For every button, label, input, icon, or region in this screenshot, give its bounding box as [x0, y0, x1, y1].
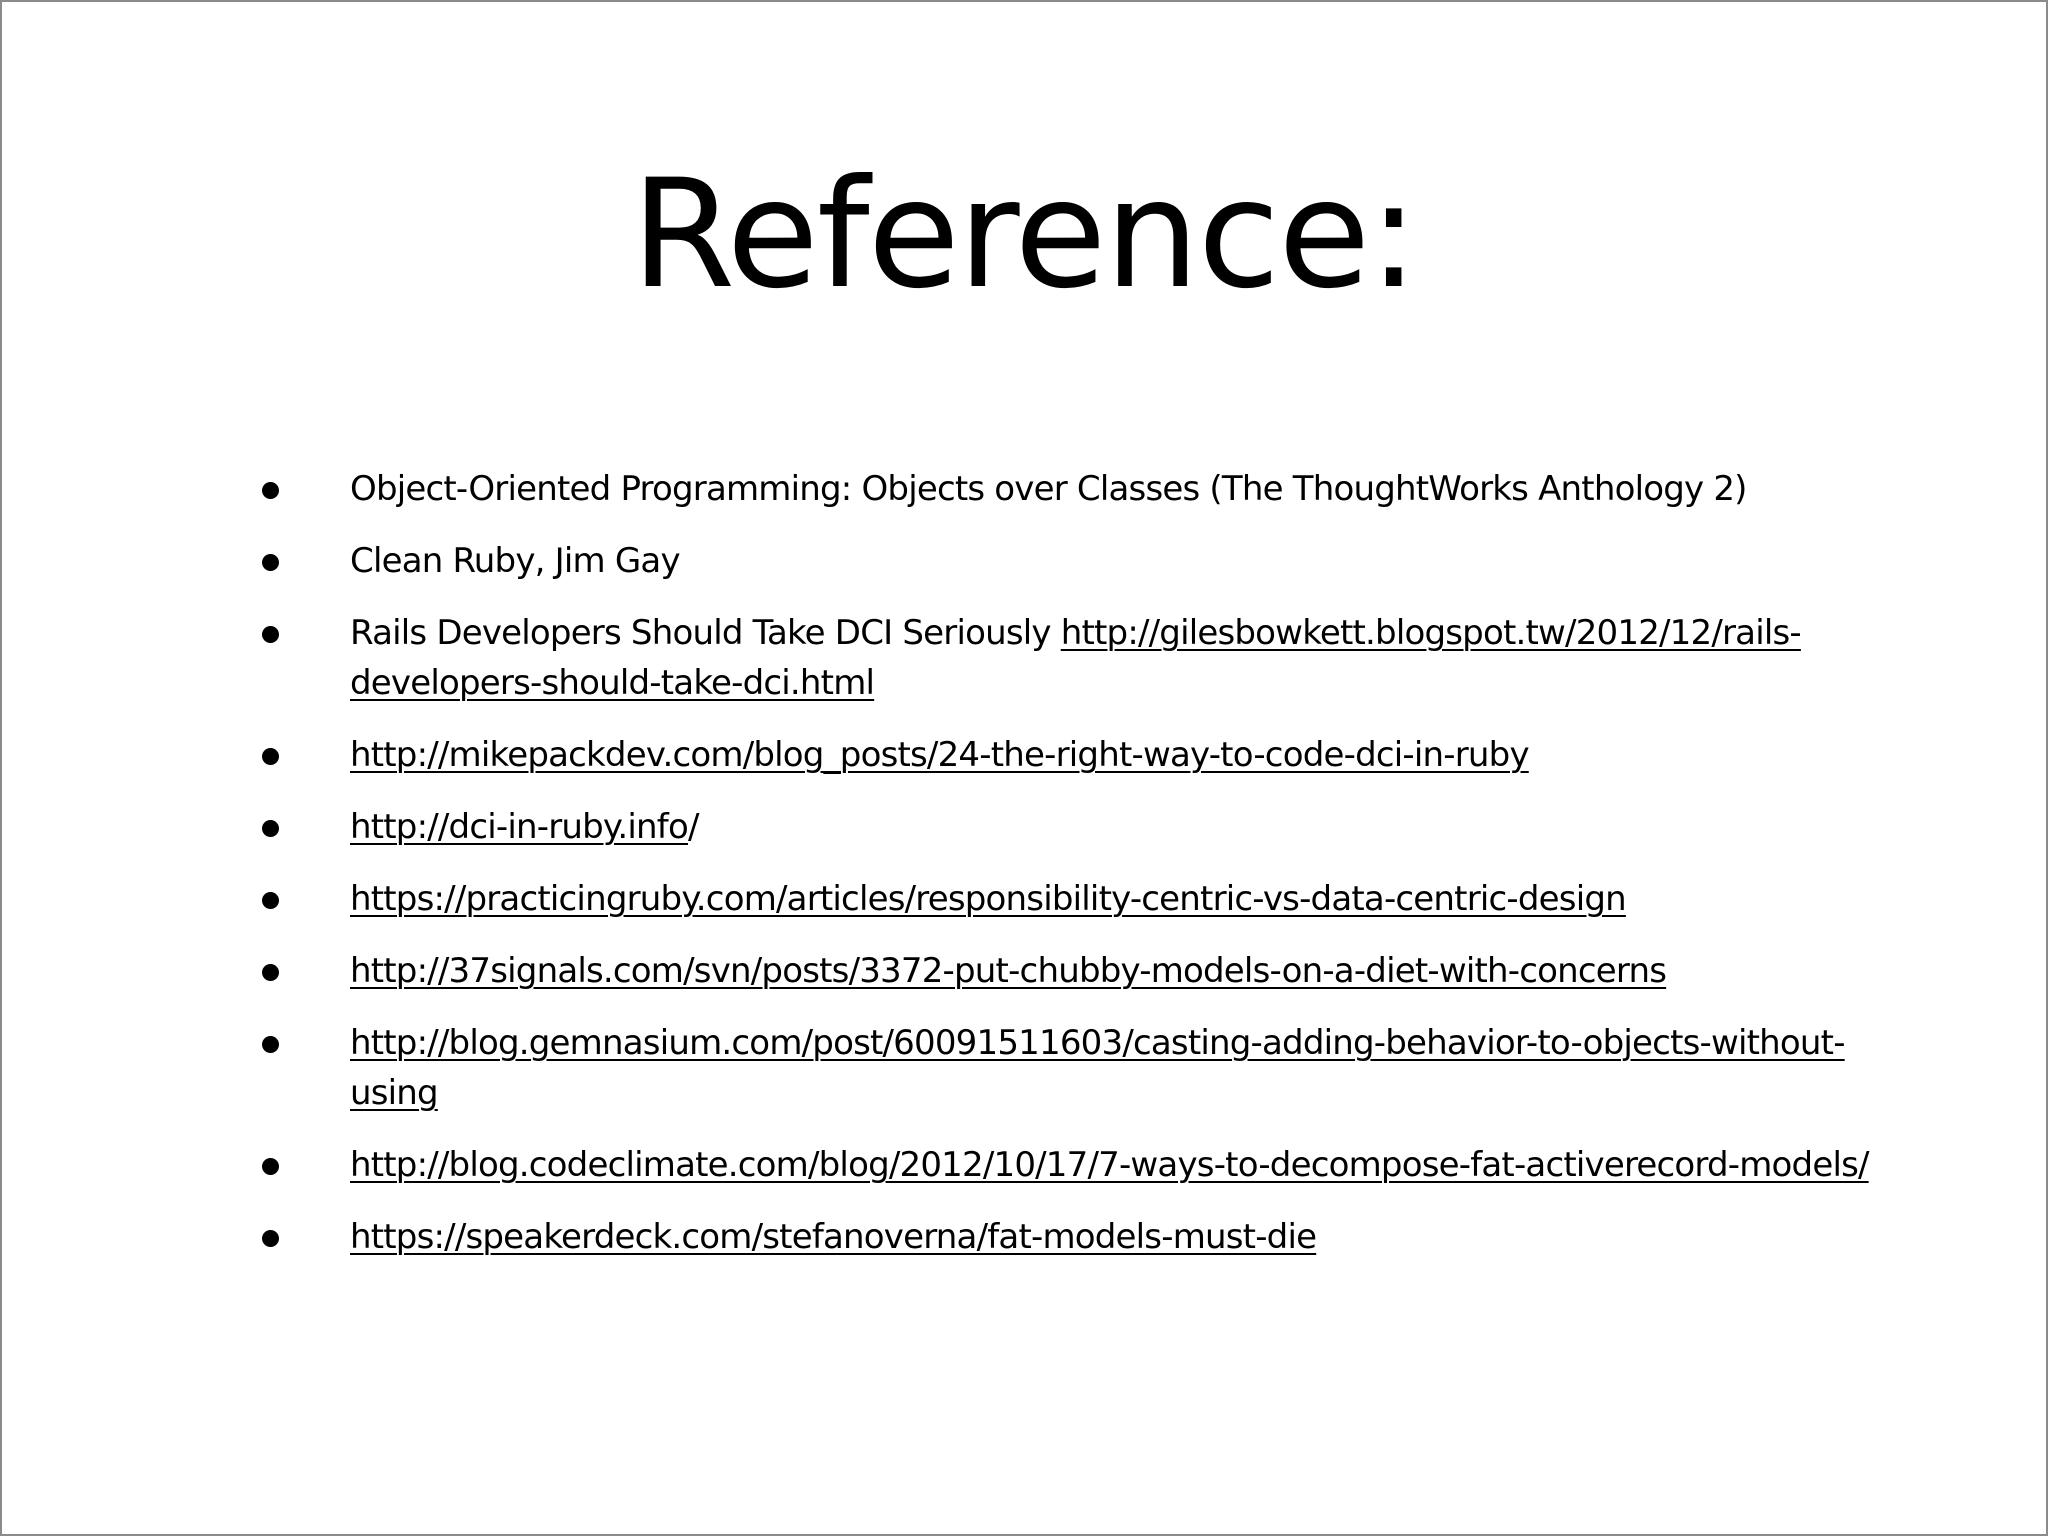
list-item	[252, 1018, 1872, 1118]
bullet-icon	[262, 1230, 279, 1247]
reference-text: Object-Oriented Programming: Objects over Classes (The ThoughtWorks Anthology 2)	[350, 469, 1747, 509]
reference-link[interactable]: http://dci-in-ruby.info	[350, 807, 688, 847]
reference-suffix: /	[687, 807, 699, 847]
reference-link[interactable]: https://practicingruby.com/articles/responsibility-centric-vs-data-centric-design	[350, 879, 1626, 919]
list-item	[252, 464, 1872, 514]
bullet-icon	[262, 964, 279, 981]
reference-link[interactable]: http://mikepackdev.com/blog_posts/24-the-right-way-to-code-dci-in-ruby	[350, 735, 1529, 775]
slide-title: Reference:	[631, 148, 1417, 322]
reference-text: Rails Developers Should Take DCI Seriously	[350, 613, 1061, 653]
bullet-icon	[262, 1158, 279, 1175]
list-item	[252, 802, 1872, 852]
list-item	[252, 1212, 1872, 1262]
reference-link[interactable]: http://blog.codeclimate.com/blog/2012/10/17/7-ways-to-decompose-fat-activerecord-models/	[350, 1145, 1869, 1185]
bullet-icon	[262, 820, 279, 837]
bullet-icon	[262, 626, 279, 643]
list-item	[252, 874, 1872, 924]
list-item	[252, 608, 1872, 708]
bullet-icon	[262, 1036, 279, 1053]
bullet-icon	[262, 482, 279, 499]
bullet-icon	[262, 748, 279, 765]
reference-text: Clean Ruby, Jim Gay	[350, 541, 680, 581]
bullet-icon	[262, 554, 279, 571]
list-item	[252, 730, 1872, 780]
reference-link[interactable]: http://37signals.com/svn/posts/3372-put-chubby-models-on-a-diet-with-concerns	[350, 951, 1667, 991]
list-item	[252, 946, 1872, 996]
bullet-icon	[262, 892, 279, 909]
list-item	[252, 536, 1872, 586]
reference-link[interactable]: https://speakerdeck.com/stefanoverna/fat-models-must-die	[350, 1217, 1317, 1257]
reference-list	[252, 464, 1872, 1284]
list-item	[252, 1140, 1872, 1190]
reference-link[interactable]: http://gilesbowkett.blogspot.tw/2012/12/rails-developers-should-take-dci.html	[350, 613, 1801, 703]
reference-link[interactable]: http://blog.gemnasium.com/post/60091511603/casting-adding-behavior-to-objects-without-using	[350, 1023, 1845, 1113]
